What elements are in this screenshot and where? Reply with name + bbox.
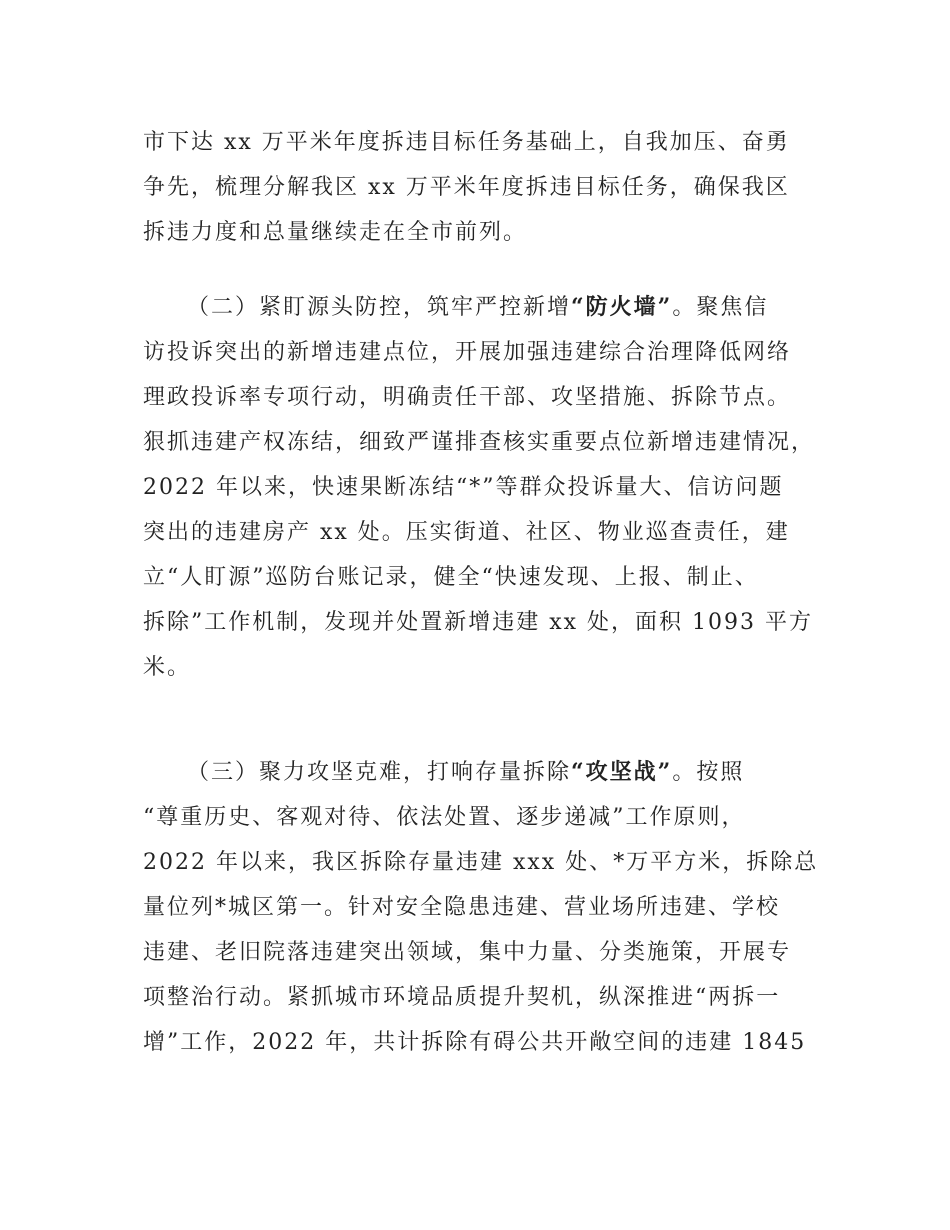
text-line: 争先，梳理分解我区 xx 万平米年度拆违目标任务，确保我区 bbox=[143, 175, 790, 200]
text-line: 立“人盯源”巡防台账记录，健全“快速发现、上报、制止、 bbox=[143, 565, 759, 590]
text-line: 拆违力度和总量继续走在全市前列。 bbox=[143, 220, 528, 245]
paragraph-1 bbox=[143, 120, 823, 255]
text-line: 拆除”工作机制，发现并处置新增违建 xx 处，面积 1093 平方 bbox=[143, 610, 814, 635]
heading-emphasis: “攻坚战” bbox=[571, 759, 673, 785]
text-line: 访投诉突出的新增违建点位，开展加强违建综合治理降低网络 bbox=[143, 340, 792, 365]
text-line: 项整治行动。紧抓城市环境品质提升契机，纵深推进“两拆一 bbox=[143, 985, 781, 1010]
paragraph-3 bbox=[143, 750, 823, 1065]
text-line: 突出的违建房产 xx 处。压实街道、社区、物业巡查责任，建 bbox=[143, 520, 790, 545]
heading-tail: 。按照 bbox=[672, 760, 745, 785]
paragraph-heading-line bbox=[143, 750, 823, 795]
heading-emphasis: “防火墙” bbox=[571, 294, 673, 320]
text-line: 狠抓违建产权冻结，细致严谨排查核实重要点位新增违建情况， bbox=[143, 430, 816, 455]
text-line: 市下达 xx 万平米年度拆违目标任务基础上，自我加压、奋勇 bbox=[143, 130, 790, 155]
text-line: 2022 年以来，我区拆除存量违建 xxx 处、*万平方米，拆除总 bbox=[143, 850, 819, 875]
paragraph-2 bbox=[143, 285, 823, 690]
text-line: 米。 bbox=[143, 655, 192, 680]
text-line: 违建、老旧院落违建突出领域，集中力量、分类施策，开展专 bbox=[143, 940, 792, 965]
heading-tail: 。聚焦信 bbox=[672, 295, 769, 320]
text-line: 量位列*城区第一。针对安全隐患违建、营业场所违建、学校 bbox=[143, 895, 781, 920]
text-line: “尊重历史、客观对待、依法处置、逐步递减”工作原则， bbox=[143, 805, 746, 830]
text-line: 增”工作，2022 年，共计拆除有碍公共开敞空间的违建 1845 bbox=[143, 1030, 807, 1055]
heading-lead: （二）紧盯源头防控，筑牢严控新增 bbox=[187, 295, 572, 320]
text-line: 理政投诉率专项行动，明确责任干部、攻坚措施、拆除节点。 bbox=[143, 385, 792, 410]
text-line: 2022 年以来，快速果断冻结“*”等群众投诉量大、信访问题 bbox=[143, 475, 784, 500]
paragraph-heading-line bbox=[143, 285, 823, 330]
heading-lead: （三）聚力攻坚克难，打响存量拆除 bbox=[187, 760, 572, 785]
